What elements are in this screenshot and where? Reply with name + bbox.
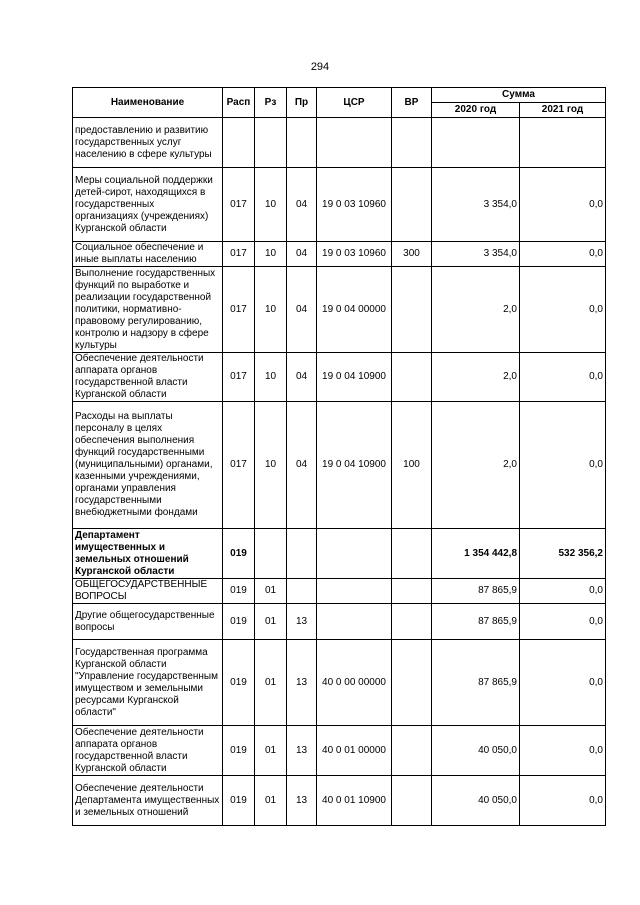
row-sum-2020: 40 050,0 xyxy=(432,776,520,826)
row-csr: 40 0 01 10900 xyxy=(317,776,392,826)
row-sum-2021: 0,0 xyxy=(520,579,606,604)
row-vr xyxy=(392,726,432,776)
row-sum-2021: 0,0 xyxy=(520,726,606,776)
row-rz: 10 xyxy=(255,242,287,267)
row-sum-2021: 0,0 xyxy=(520,267,606,353)
table-row xyxy=(73,726,606,776)
row-rz: 10 xyxy=(255,402,287,529)
row-rasp: 019 xyxy=(223,726,255,776)
header-vr: ВР xyxy=(392,88,432,118)
row-csr: 40 0 00 00000 xyxy=(317,640,392,726)
row-name: Обеспечение деятельности аппарата органов государственной власти Курганской области xyxy=(73,353,223,402)
row-pr: 04 xyxy=(287,402,317,529)
row-rz: 01 xyxy=(255,640,287,726)
row-vr xyxy=(392,529,432,579)
row-sum-2020: 3 354,0 xyxy=(432,242,520,267)
row-csr: 19 0 04 10900 xyxy=(317,353,392,402)
row-pr: 13 xyxy=(287,604,317,640)
row-name: Обеспечение деятельности Департамента имущественных и земельных отношений xyxy=(73,776,223,826)
row-rz: 10 xyxy=(255,353,287,402)
row-pr: 13 xyxy=(287,776,317,826)
row-sum-2021: 0,0 xyxy=(520,242,606,267)
header-rz: Рз xyxy=(255,88,287,118)
row-csr: 40 0 01 00000 xyxy=(317,726,392,776)
row-csr: 19 0 03 10960 xyxy=(317,168,392,242)
row-rasp xyxy=(223,118,255,168)
row-sum-2020: 2,0 xyxy=(432,267,520,353)
row-pr: 13 xyxy=(287,640,317,726)
row-vr: 100 xyxy=(392,402,432,529)
row-pr: 04 xyxy=(287,242,317,267)
header-pr: Пр xyxy=(287,88,317,118)
row-pr: 13 xyxy=(287,726,317,776)
row-csr xyxy=(317,529,392,579)
table-row xyxy=(73,402,606,529)
row-csr xyxy=(317,118,392,168)
row-sum-2021: 0,0 xyxy=(520,776,606,826)
row-sum-2020: 87 865,9 xyxy=(432,579,520,604)
row-csr: 19 0 04 10900 xyxy=(317,402,392,529)
row-csr: 19 0 03 10960 xyxy=(317,242,392,267)
row-pr xyxy=(287,118,317,168)
row-name: Государственная программа Курганской области "Управление государственным имуществом и земельными ресурсами Курганской области" xyxy=(73,640,223,726)
header-summa: Сумма xyxy=(432,88,606,103)
row-rz: 10 xyxy=(255,267,287,353)
budget-table xyxy=(72,87,606,826)
row-sum-2021: 0,0 xyxy=(520,604,606,640)
table-row xyxy=(73,168,606,242)
row-name: Расходы на выплаты персоналу в целях обеспечения выполнения функций государственными (муниципальными) органами, казенными учреждениями, органами управления государственными внебюджетными фондами xyxy=(73,402,223,529)
table-row xyxy=(73,118,606,168)
header-csr: ЦСР xyxy=(317,88,392,118)
row-vr xyxy=(392,118,432,168)
row-vr xyxy=(392,353,432,402)
row-sum-2020 xyxy=(432,118,520,168)
table-row xyxy=(73,529,606,579)
row-rz xyxy=(255,118,287,168)
row-rasp: 019 xyxy=(223,776,255,826)
row-vr xyxy=(392,776,432,826)
table-row xyxy=(73,242,606,267)
row-sum-2021: 0,0 xyxy=(520,353,606,402)
row-sum-2020: 40 050,0 xyxy=(432,726,520,776)
row-rz: 10 xyxy=(255,168,287,242)
row-name: Меры социальной поддержки детей-сирот, находящихся в государственных организациях (учреждениях) Курганской области xyxy=(73,168,223,242)
row-rasp: 017 xyxy=(223,402,255,529)
row-csr: 19 0 04 00000 xyxy=(317,267,392,353)
row-name: Другие общегосударственные вопросы xyxy=(73,604,223,640)
row-pr: 04 xyxy=(287,267,317,353)
row-sum-2020: 87 865,9 xyxy=(432,604,520,640)
header-year-2021: 2021 год xyxy=(520,103,606,118)
row-vr xyxy=(392,604,432,640)
table-row xyxy=(73,776,606,826)
table-row xyxy=(73,604,606,640)
row-vr xyxy=(392,168,432,242)
row-vr xyxy=(392,640,432,726)
header-year-2020: 2020 год xyxy=(432,103,520,118)
row-rasp: 019 xyxy=(223,640,255,726)
header-rasp: Расп xyxy=(223,88,255,118)
row-rasp: 017 xyxy=(223,168,255,242)
row-name: Социальное обеспечение и иные выплаты населению xyxy=(73,242,223,267)
table-row xyxy=(73,579,606,604)
row-pr xyxy=(287,529,317,579)
row-name: Обеспечение деятельности аппарата органов государственной власти Курганской области xyxy=(73,726,223,776)
row-rasp: 017 xyxy=(223,353,255,402)
header-name: Наименование xyxy=(73,88,223,118)
row-pr: 04 xyxy=(287,168,317,242)
row-rasp: 019 xyxy=(223,579,255,604)
row-vr: 300 xyxy=(392,242,432,267)
row-sum-2020: 87 865,9 xyxy=(432,640,520,726)
row-sum-2020: 2,0 xyxy=(432,353,520,402)
row-rz xyxy=(255,529,287,579)
row-pr xyxy=(287,579,317,604)
row-sum-2021: 532 356,2 xyxy=(520,529,606,579)
row-csr xyxy=(317,579,392,604)
row-vr xyxy=(392,267,432,353)
row-sum-2021: 0,0 xyxy=(520,640,606,726)
row-rz: 01 xyxy=(255,604,287,640)
row-sum-2020: 1 354 442,8 xyxy=(432,529,520,579)
row-rz: 01 xyxy=(255,579,287,604)
table-row xyxy=(73,267,606,353)
row-rasp: 019 xyxy=(223,604,255,640)
row-sum-2021: 0,0 xyxy=(520,168,606,242)
row-sum-2021: 0,0 xyxy=(520,402,606,529)
row-name: предоставлению и развитию государственных услуг населению в сфере культуры xyxy=(73,118,223,168)
row-rasp: 017 xyxy=(223,242,255,267)
row-rz: 01 xyxy=(255,776,287,826)
row-rasp: 017 xyxy=(223,267,255,353)
row-pr: 04 xyxy=(287,353,317,402)
row-sum-2020: 2,0 xyxy=(432,402,520,529)
row-rasp: 019 xyxy=(223,529,255,579)
row-name: Выполнение государственных функций по выработке и реализации государственной политики, нормативно-правовому регулированию, контролю и надзору в сфере культуры xyxy=(73,267,223,353)
row-rz: 01 xyxy=(255,726,287,776)
row-vr xyxy=(392,579,432,604)
row-name: ОБЩЕГОСУДАРСТВЕННЫЕ ВОПРОСЫ xyxy=(73,579,223,604)
row-sum-2020: 3 354,0 xyxy=(432,168,520,242)
row-name: Департамент имущественных и земельных отношений Курганской области xyxy=(73,529,223,579)
row-sum-2021 xyxy=(520,118,606,168)
table-row xyxy=(73,640,606,726)
table-row xyxy=(73,353,606,402)
page-number: 294 xyxy=(310,61,330,73)
row-csr xyxy=(317,604,392,640)
